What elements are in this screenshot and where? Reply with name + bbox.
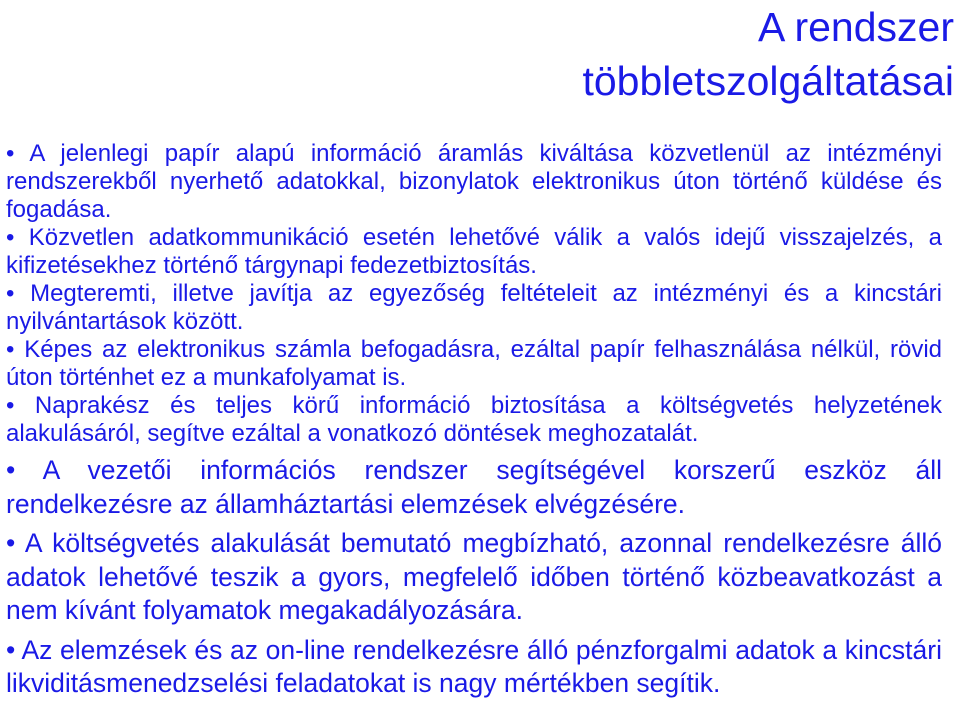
bullet-text: Az elemzések és az on-line rendelkezésre álló pénzforgalmi adatok a kincstári likviditásmenedzselési feladatokat is nagy mértékben segítik.	[6, 634, 942, 698]
bullet-list	[6, 140, 942, 701]
bullet-dot-icon: •	[6, 455, 16, 485]
bullet-item	[6, 280, 942, 336]
bullet-text: Megteremti, illetve javítja az egyezőség feltételeit az intézményi és a kincstári nyilvántartások között.	[6, 280, 942, 335]
slide-title-line-2: többletszolgáltatásai	[582, 58, 954, 104]
bullet-text: Képes az elektronikus számla befogadásra, ezáltal papír felhasználása nélkül, rövid úton történhet ez a munkafolyamat is.	[6, 336, 942, 391]
bullet-dot-icon: •	[6, 392, 15, 419]
bullet-text: A jelenlegi papír alapú információ áramlás kiváltása közvetlenül az intézményi rendszerekből nyerhető adatokkal, bizonylatok elektronikus úton történő küldése és fogadása.	[6, 140, 943, 223]
bullet-dot-icon: •	[6, 140, 15, 167]
bullet-item	[6, 336, 942, 392]
bullet-text: A vezetői információs rendszer segítségével korszerű eszköz áll rendelkezésre az államháztartási elemzések elvégzésére.	[6, 455, 942, 519]
bullet-dot-icon: •	[6, 528, 16, 558]
bullet-item	[6, 224, 942, 280]
bullet-item	[6, 392, 942, 448]
bullet-text: A költségvetés alakulását bemutató megbízható, azonnal rendelkezésre álló adatok lehetővé teszik a gyors, megfelelő időben történő közbeavatkozást a nem kívánt folyamatok megakadályozására.	[6, 528, 943, 625]
bullet-dot-icon: •	[6, 336, 15, 363]
bullet-item	[6, 140, 942, 224]
bullet-item	[6, 454, 942, 521]
bullet-item	[6, 527, 942, 628]
slide-title-line-1: A rendszer	[758, 4, 954, 50]
bullet-text: Közvetlen adatkommunikáció esetén lehetővé válik a valós idejű visszajelzés, a kifizetésekhez történő tárgynapi fedezetbiztosítás.	[6, 224, 943, 279]
slide-title	[582, 0, 954, 108]
bullet-dot-icon: •	[6, 280, 15, 307]
bullet-item	[6, 634, 942, 701]
bullet-dot-icon: •	[6, 634, 16, 665]
bullet-dot-icon: •	[6, 224, 15, 251]
bullet-text: Naprakész és teljes körű információ biztosítása a költségvetés helyzetének alakulásáról, segítve ezáltal a vonatkozó döntések meghozatalát.	[6, 392, 942, 447]
